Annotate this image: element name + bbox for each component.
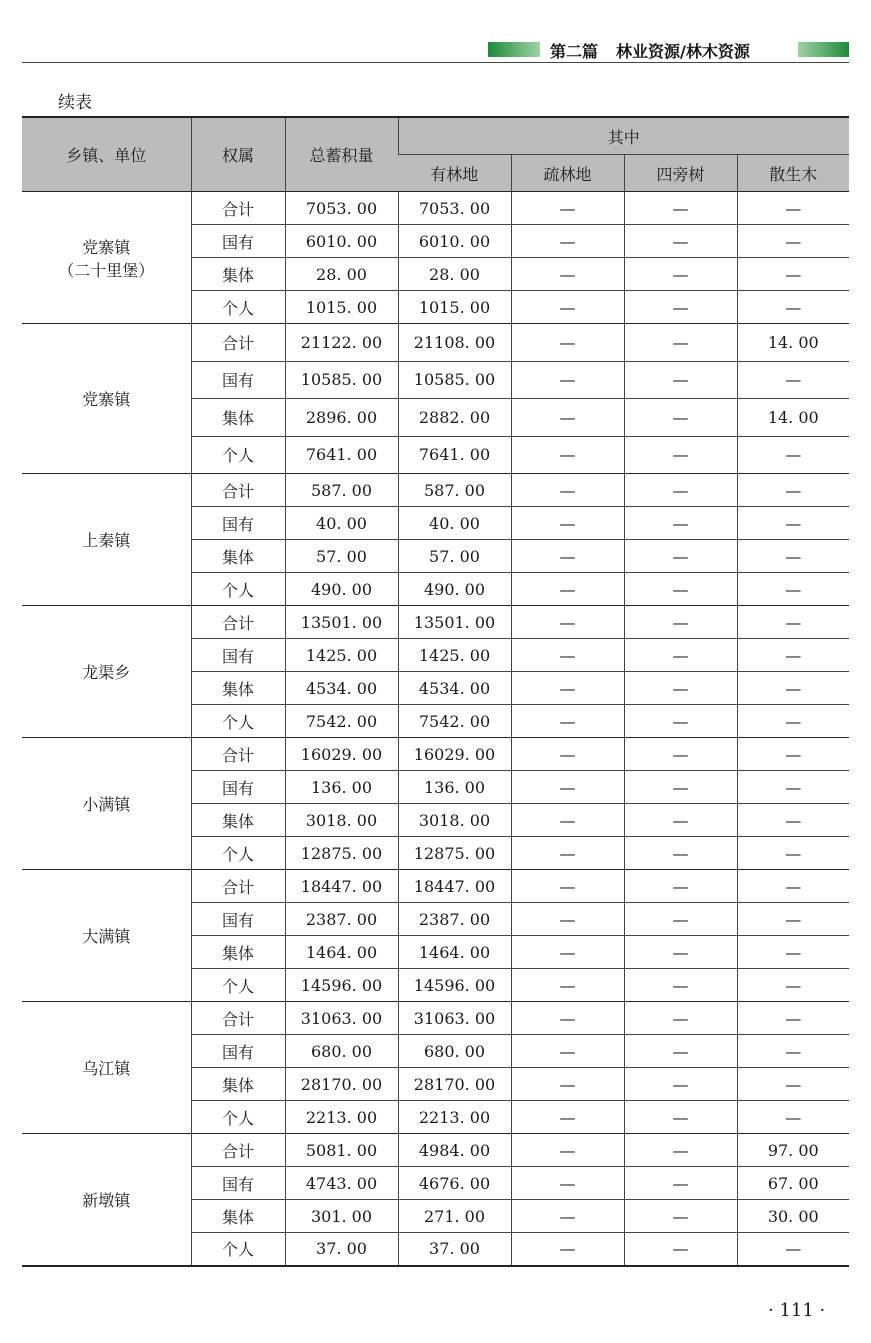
sparse-forest-cell: — — [511, 1068, 624, 1101]
scattered-trees-cell: — — [737, 361, 849, 399]
four-side-trees-cell: — — [624, 705, 737, 738]
unit-name-cell — [22, 192, 191, 324]
forest-land-cell: 13501. 00 — [398, 606, 511, 639]
forest-land-cell: 31063. 00 — [398, 1002, 511, 1035]
scattered-trees-cell: — — [737, 192, 849, 225]
total-volume-cell: 16029. 00 — [285, 738, 398, 771]
ownership-cell: 个人 — [191, 291, 285, 324]
sparse-forest-cell: — — [511, 540, 624, 573]
four-side-trees-cell: — — [624, 969, 737, 1002]
scattered-trees-cell: — — [737, 738, 849, 771]
ownership-cell: 合计 — [191, 324, 285, 362]
four-side-trees-cell: — — [624, 507, 737, 540]
forest-land-cell: 37. 00 — [398, 1233, 511, 1266]
ownership-cell: 个人 — [191, 1233, 285, 1266]
four-side-trees-cell: — — [624, 1233, 737, 1266]
sparse-forest-cell: — — [511, 1035, 624, 1068]
sparse-forest-cell: — — [511, 870, 624, 903]
four-side-trees-cell: — — [624, 436, 737, 474]
forest-land-cell: 490. 00 — [398, 573, 511, 606]
scattered-trees-cell: — — [737, 573, 849, 606]
header-ownership: 权属 — [191, 117, 285, 192]
header-sparse-forest: 疏林地 — [511, 155, 624, 192]
forest-land-cell: 10585. 00 — [398, 361, 511, 399]
ownership-cell: 国有 — [191, 507, 285, 540]
unit-name-line: （二十里堡） — [58, 260, 155, 280]
sparse-forest-cell: — — [511, 969, 624, 1002]
forest-land-cell: 2882. 00 — [398, 399, 511, 437]
forest-land-cell: 6010. 00 — [398, 225, 511, 258]
total-volume-cell: 4534. 00 — [285, 672, 398, 705]
scattered-trees-cell: — — [737, 225, 849, 258]
total-volume-cell: 2213. 00 — [285, 1101, 398, 1134]
scattered-trees-cell: 67. 00 — [737, 1167, 849, 1200]
four-side-trees-cell: — — [624, 324, 737, 362]
ownership-cell: 个人 — [191, 969, 285, 1002]
unit-name-line: 党寨镇 — [82, 390, 131, 409]
scattered-trees-cell: — — [737, 1002, 849, 1035]
table-row — [22, 324, 849, 362]
four-side-trees-cell: — — [624, 474, 737, 507]
sparse-forest-cell: — — [511, 573, 624, 606]
scattered-trees-cell: 97. 00 — [737, 1134, 849, 1167]
total-volume-cell: 136. 00 — [285, 771, 398, 804]
scattered-trees-cell: — — [737, 903, 849, 936]
sparse-forest-cell: — — [511, 639, 624, 672]
unit-name-line: 龙渠乡 — [82, 663, 131, 682]
forest-land-cell: 1425. 00 — [398, 639, 511, 672]
table-header — [22, 117, 849, 192]
four-side-trees-cell: — — [624, 870, 737, 903]
scattered-trees-cell: 14. 00 — [737, 324, 849, 362]
header-forest-land: 有林地 — [398, 155, 511, 192]
sparse-forest-cell: — — [511, 837, 624, 870]
sparse-forest-cell: — — [511, 225, 624, 258]
total-volume-cell: 57. 00 — [285, 540, 398, 573]
scattered-trees-cell: — — [737, 258, 849, 291]
sparse-forest-cell: — — [511, 903, 624, 936]
total-volume-cell: 7053. 00 — [285, 192, 398, 225]
scattered-trees-cell: 30. 00 — [737, 1200, 849, 1233]
sparse-forest-cell: — — [511, 507, 624, 540]
total-volume-cell: 2387. 00 — [285, 903, 398, 936]
scattered-trees-cell: — — [737, 1101, 849, 1134]
four-side-trees-cell: — — [624, 192, 737, 225]
forest-land-cell: 587. 00 — [398, 474, 511, 507]
unit-name-line: 党寨镇 — [82, 237, 131, 257]
ownership-cell: 合计 — [191, 192, 285, 225]
total-volume-cell: 13501. 00 — [285, 606, 398, 639]
ownership-cell: 合计 — [191, 1002, 285, 1035]
total-volume-cell: 1464. 00 — [285, 936, 398, 969]
total-volume-cell: 37. 00 — [285, 1233, 398, 1266]
unit-name-cell — [22, 1134, 191, 1266]
unit-name-line: 乌江镇 — [82, 1059, 131, 1078]
forest-land-cell: 680. 00 — [398, 1035, 511, 1068]
sparse-forest-cell: — — [511, 361, 624, 399]
unit-name-cell — [22, 1002, 191, 1134]
sparse-forest-cell: — — [511, 258, 624, 291]
sparse-forest-cell: — — [511, 436, 624, 474]
sparse-forest-cell: — — [511, 399, 624, 437]
ownership-cell: 国有 — [191, 771, 285, 804]
total-volume-cell: 6010. 00 — [285, 225, 398, 258]
ownership-cell: 集体 — [191, 804, 285, 837]
forest-land-cell: 7053. 00 — [398, 192, 511, 225]
four-side-trees-cell: — — [624, 1002, 737, 1035]
header-of-which: 其中 — [398, 117, 849, 155]
ownership-cell: 国有 — [191, 1167, 285, 1200]
four-side-trees-cell: — — [624, 738, 737, 771]
ownership-cell: 国有 — [191, 639, 285, 672]
total-volume-cell: 680. 00 — [285, 1035, 398, 1068]
forest-land-cell: 2387. 00 — [398, 903, 511, 936]
forest-land-cell: 7542. 00 — [398, 705, 511, 738]
four-side-trees-cell: — — [624, 1101, 737, 1134]
scattered-trees-cell: — — [737, 837, 849, 870]
ownership-cell: 集体 — [191, 936, 285, 969]
ownership-cell: 合计 — [191, 606, 285, 639]
scattered-trees-cell: — — [737, 771, 849, 804]
total-volume-cell: 31063. 00 — [285, 1002, 398, 1035]
header-decor-bar-right — [798, 42, 849, 57]
ownership-cell: 国有 — [191, 361, 285, 399]
total-volume-cell: 1015. 00 — [285, 291, 398, 324]
total-volume-cell: 7641. 00 — [285, 436, 398, 474]
ownership-cell: 集体 — [191, 399, 285, 437]
total-volume-cell: 2896. 00 — [285, 399, 398, 437]
sparse-forest-cell: — — [511, 705, 624, 738]
table-body — [22, 192, 849, 1266]
forest-land-cell: 12875. 00 — [398, 837, 511, 870]
forest-land-cell: 1015. 00 — [398, 291, 511, 324]
four-side-trees-cell: — — [624, 639, 737, 672]
total-volume-cell: 1425. 00 — [285, 639, 398, 672]
forest-land-cell: 4534. 00 — [398, 672, 511, 705]
ownership-cell: 国有 — [191, 1035, 285, 1068]
total-volume-cell: 28. 00 — [285, 258, 398, 291]
forest-land-cell: 7641. 00 — [398, 436, 511, 474]
unit-name-line: 上秦镇 — [82, 531, 131, 550]
ownership-cell: 集体 — [191, 672, 285, 705]
total-volume-cell: 301. 00 — [285, 1200, 398, 1233]
forest-stock-table — [22, 116, 849, 1267]
sparse-forest-cell: — — [511, 474, 624, 507]
sparse-forest-cell: — — [511, 1101, 624, 1134]
ownership-cell: 国有 — [191, 903, 285, 936]
four-side-trees-cell: — — [624, 804, 737, 837]
forest-land-cell: 271. 00 — [398, 1200, 511, 1233]
total-volume-cell: 587. 00 — [285, 474, 398, 507]
unit-name-cell — [22, 870, 191, 1002]
ownership-cell: 合计 — [191, 474, 285, 507]
ownership-cell: 个人 — [191, 436, 285, 474]
sparse-forest-cell: — — [511, 1200, 624, 1233]
running-header — [22, 38, 849, 63]
ownership-cell: 集体 — [191, 540, 285, 573]
forest-land-cell: 16029. 00 — [398, 738, 511, 771]
unit-name-line: 大满镇 — [82, 927, 131, 946]
total-volume-cell: 18447. 00 — [285, 870, 398, 903]
scattered-trees-cell: — — [737, 507, 849, 540]
forest-land-cell: 28170. 00 — [398, 1068, 511, 1101]
scattered-trees-cell: — — [737, 291, 849, 324]
header-decor-bar-left — [488, 42, 540, 57]
sparse-forest-cell: — — [511, 936, 624, 969]
total-volume-cell: 4743. 00 — [285, 1167, 398, 1200]
forest-land-cell: 4984. 00 — [398, 1134, 511, 1167]
scattered-trees-cell: — — [737, 540, 849, 573]
total-volume-cell: 12875. 00 — [285, 837, 398, 870]
sparse-forest-cell: — — [511, 672, 624, 705]
header-unit: 乡镇、单位 — [22, 117, 191, 192]
scattered-trees-cell: — — [737, 436, 849, 474]
four-side-trees-cell: — — [624, 606, 737, 639]
table-row — [22, 1134, 849, 1167]
header-section: 林业资源/林木资源 — [616, 42, 750, 61]
sparse-forest-cell: — — [511, 804, 624, 837]
total-volume-cell: 21122. 00 — [285, 324, 398, 362]
four-side-trees-cell: — — [624, 540, 737, 573]
scattered-trees-cell: — — [737, 705, 849, 738]
sparse-forest-cell: — — [511, 1002, 624, 1035]
table-row — [22, 1002, 849, 1035]
unit-name-cell — [22, 474, 191, 606]
scattered-trees-cell: — — [737, 804, 849, 837]
sparse-forest-cell: — — [511, 738, 624, 771]
scattered-trees-cell: — — [737, 606, 849, 639]
total-volume-cell: 3018. 00 — [285, 804, 398, 837]
four-side-trees-cell: — — [624, 1035, 737, 1068]
ownership-cell: 个人 — [191, 837, 285, 870]
scattered-trees-cell: — — [737, 1035, 849, 1068]
four-side-trees-cell: — — [624, 361, 737, 399]
forest-land-cell: 28. 00 — [398, 258, 511, 291]
forest-land-cell: 21108. 00 — [398, 324, 511, 362]
forest-land-cell: 4676. 00 — [398, 1167, 511, 1200]
four-side-trees-cell: — — [624, 936, 737, 969]
unit-name-cell — [22, 606, 191, 738]
table-row — [22, 192, 849, 225]
four-side-trees-cell: — — [624, 837, 737, 870]
scattered-trees-cell: — — [737, 870, 849, 903]
four-side-trees-cell: — — [624, 258, 737, 291]
scattered-trees-cell: — — [737, 1068, 849, 1101]
sparse-forest-cell: — — [511, 192, 624, 225]
unit-name-cell — [22, 324, 191, 474]
four-side-trees-cell: — — [624, 1134, 737, 1167]
ownership-cell: 国有 — [191, 225, 285, 258]
total-volume-cell: 28170. 00 — [285, 1068, 398, 1101]
ownership-cell: 合计 — [191, 1134, 285, 1167]
table-row — [22, 606, 849, 639]
total-volume-cell: 7542. 00 — [285, 705, 398, 738]
four-side-trees-cell: — — [624, 1068, 737, 1101]
scattered-trees-cell: — — [737, 672, 849, 705]
page-number: · 111 · — [768, 1300, 826, 1321]
ownership-cell: 集体 — [191, 258, 285, 291]
unit-name-line: 新墩镇 — [82, 1190, 131, 1210]
header-part: 第二篇 — [550, 42, 599, 61]
four-side-trees-cell: — — [624, 771, 737, 804]
sparse-forest-cell: — — [511, 291, 624, 324]
ownership-cell: 合计 — [191, 738, 285, 771]
unit-name-cell — [22, 738, 191, 870]
ownership-cell: 集体 — [191, 1068, 285, 1101]
forest-land-cell: 2213. 00 — [398, 1101, 511, 1134]
forest-land-cell: 40. 00 — [398, 507, 511, 540]
sparse-forest-cell: — — [511, 1134, 624, 1167]
forest-land-cell: 3018. 00 — [398, 804, 511, 837]
table-row — [22, 870, 849, 903]
total-volume-cell: 40. 00 — [285, 507, 398, 540]
total-volume-cell: 14596. 00 — [285, 969, 398, 1002]
four-side-trees-cell: — — [624, 672, 737, 705]
total-volume-cell: 490. 00 — [285, 573, 398, 606]
scattered-trees-cell: — — [737, 936, 849, 969]
table-row — [22, 738, 849, 771]
sparse-forest-cell: — — [511, 1167, 624, 1200]
table-row — [22, 474, 849, 507]
sparse-forest-cell: — — [511, 606, 624, 639]
forest-land-cell: 57. 00 — [398, 540, 511, 573]
forest-land-cell: 18447. 00 — [398, 870, 511, 903]
forest-land-cell: 1464. 00 — [398, 936, 511, 969]
scattered-trees-cell: — — [737, 474, 849, 507]
ownership-cell: 个人 — [191, 1101, 285, 1134]
sparse-forest-cell: — — [511, 771, 624, 804]
ownership-cell: 集体 — [191, 1200, 285, 1233]
sparse-forest-cell: — — [511, 1233, 624, 1266]
unit-name-line: 小满镇 — [82, 795, 131, 814]
four-side-trees-cell: — — [624, 225, 737, 258]
four-side-trees-cell: — — [624, 1200, 737, 1233]
ownership-cell: 合计 — [191, 870, 285, 903]
header-four-side-trees: 四旁树 — [624, 155, 737, 192]
header-scattered-trees: 散生木 — [737, 155, 849, 192]
scattered-trees-cell: — — [737, 1233, 849, 1266]
four-side-trees-cell: — — [624, 291, 737, 324]
ownership-cell: 个人 — [191, 573, 285, 606]
four-side-trees-cell: — — [624, 399, 737, 437]
forest-land-cell: 136. 00 — [398, 771, 511, 804]
scattered-trees-cell: — — [737, 639, 849, 672]
table-caption: 续表 — [58, 93, 92, 113]
total-volume-cell: 10585. 00 — [285, 361, 398, 399]
ownership-cell: 个人 — [191, 705, 285, 738]
forest-land-cell: 14596. 00 — [398, 969, 511, 1002]
four-side-trees-cell: — — [624, 573, 737, 606]
scattered-trees-cell: 14. 00 — [737, 399, 849, 437]
scattered-trees-cell: — — [737, 969, 849, 1002]
header-title — [550, 39, 750, 62]
total-volume-cell: 5081. 00 — [285, 1134, 398, 1167]
four-side-trees-cell: — — [624, 903, 737, 936]
header-total-volume: 总蓄积量 — [285, 117, 398, 192]
four-side-trees-cell: — — [624, 1167, 737, 1200]
sparse-forest-cell: — — [511, 324, 624, 362]
